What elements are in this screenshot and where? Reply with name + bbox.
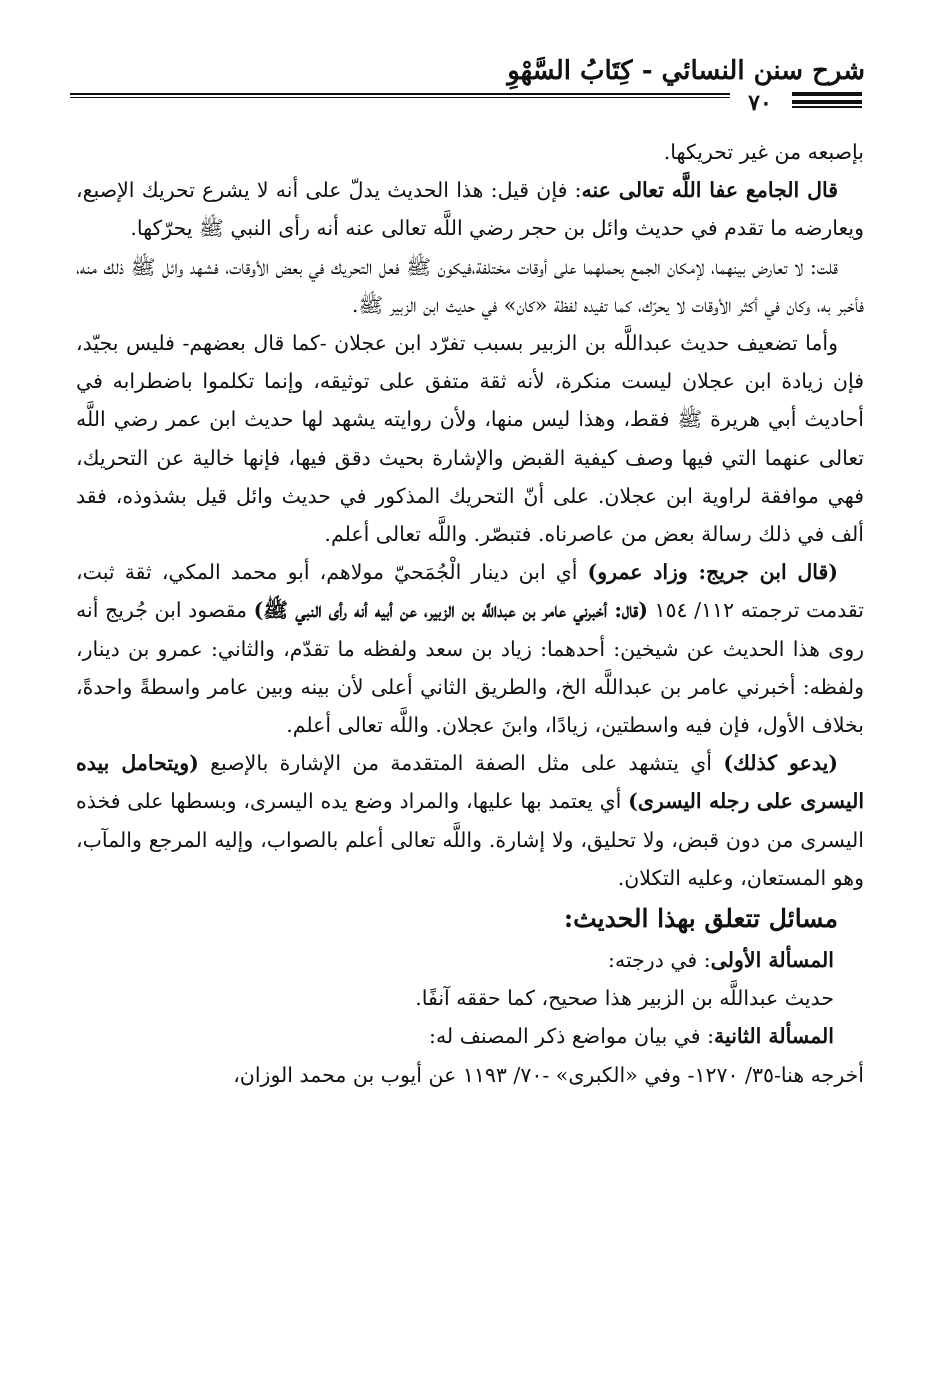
bold-label: المسألة الأولى (710, 948, 834, 973)
header-rule-right (792, 106, 862, 108)
bold-label: قال الجامع عفا اللَّه تعالى عنه (581, 178, 839, 203)
page-body (76, 133, 864, 1094)
paragraph-text: مقصود ابن جُريج أنه روى هذا الحديث عن شيخين: أحدهما: زياد بن سعد ولفظه ما تقدّم، والثاني: عمرو بن دينار، ولفظه: أخبرني عامر بن عبداللَّه الخ، والطريق الثاني أعلى لأن بينه وبين عامر واسطةً واحدةً، بخلاف الأول، فإن فيه واسطتين، زيادًا، وابنَ عجلان. واللَّه تعالى أعلم. (76, 598, 864, 738)
paragraph-text: أي يتشهد على مثل الصفة المتقدمة من الإشارة بالإصبع (198, 751, 724, 776)
paragraph-text: : في درجته: (608, 948, 711, 973)
bold-label: المسألة الثانية (714, 1024, 834, 1049)
header-rule (70, 93, 730, 95)
paragraph: بإصبعه من غير تحريكها. (663, 140, 864, 164)
section-heading: مسائل تتعلق بهذا الحديث: (563, 904, 838, 934)
book-title: شرح سنن النسائي - كِتَابُ السَّهْوِ (507, 56, 865, 86)
header-rule-right (792, 92, 862, 96)
paragraph (76, 744, 864, 897)
bold-label: (ويتحامل بيده اليسرى على رجله اليسرى) (76, 751, 865, 814)
paragraph-text: أي يعتمد بها عليها، والمراد وضع يده اليسرى، وبسطها على فخذه اليسرى من دون قبض، ولا تحليق، ولا إشارة. واللَّه تعالى أعلم بالصواب، وإليه المرجع والمآب، وهو المستعان، وعليه التكلان. (76, 789, 864, 890)
paragraph-text: أي ابن دينار الْجُمَحيّ مولاهم، أبو محمد المكي، ثقة ثبت، تقدمت ترجمته ١١٢/ ١٥٤ (76, 560, 865, 623)
paragraph: قلت: لا تعارض بينهما، لإمكان الجمع بحملهما على أوقات مختلفة،فيكون ﷺ فعل التحريك في بعض الأوقات، فشهد وائل ﷺ ذلك منه، فأخبر به، وكان في أكثر الأوقات لا يحرّك، كما تفيده لفظة «كان» في حديث ابن الزبير ﷺ. (76, 254, 864, 317)
header-rule-right (792, 100, 862, 104)
issue-title (76, 1017, 864, 1055)
paragraph (76, 171, 864, 247)
page-header (0, 0, 940, 116)
paragraph: وأما تضعيف حديث عبداللَّه بن الزبير بسبب تفرّد ابن عجلان -كما قال بعضهم- فليس بجيّد، فإن زيادة ابن عجلان ليست منكرة، لأنه ثقة متفق على توثيقه، وإنما تكلموا باضطرابه في أحاديث أبي هريرة ﷺ فقط، وهذا ليس منها، ولأن روايته يشهد لها حديث ابن عمر رضي اللَّه تعالى عنهما التي فيها وصف كيفية القبض والإشارة بحيث دقق فيها، فإنها خالية عن التحريك، فهي موافقة لراوية ابن عجلان. على أنّ التحريك المذكور في حديث وائل قيل بشذوذه، فقد ألف في ذلك رسالة بعض من عاصرناه. فتبصّر. واللَّه تعالى أعلم. (76, 331, 864, 547)
header-rule-thin (70, 97, 730, 98)
page-number: ٧٠ (748, 90, 772, 116)
bold-label: (يدعو كذلك) (723, 751, 838, 776)
paragraph: حديث عبداللَّه بن الزبير هذا صحيح، كما حققه آنفًا. (415, 986, 834, 1011)
bold-label: (قال: أخبرني عامر بن عبداللَّه بن الزبير، عن أبيه أنه رأى النبي ﷺ) (253, 598, 648, 623)
issue-title (76, 941, 864, 979)
paragraph: أخرجه هنا-٣٥/ ١٢٧٠- وفي «الكبرى» -٧٠/ ١١٩٣ عن أيوب بن محمد الوزان، (233, 1062, 864, 1087)
paragraph-text: : في بيان مواضع ذكر المصنف له: (429, 1024, 715, 1049)
paragraph (76, 553, 864, 744)
paragraph-text: : فإن قيل: هذا الحديث يدلّ على أنه لا يشرع تحريك الإصبع، ويعارضه ما تقدم في حديث وائل بن حجر رضي اللَّه تعالى عنه أنه رأى النبي ﷺ يحرّكها. (76, 178, 864, 241)
bold-label: (قال ابن جريج: وزاد عمرو) (587, 560, 838, 585)
